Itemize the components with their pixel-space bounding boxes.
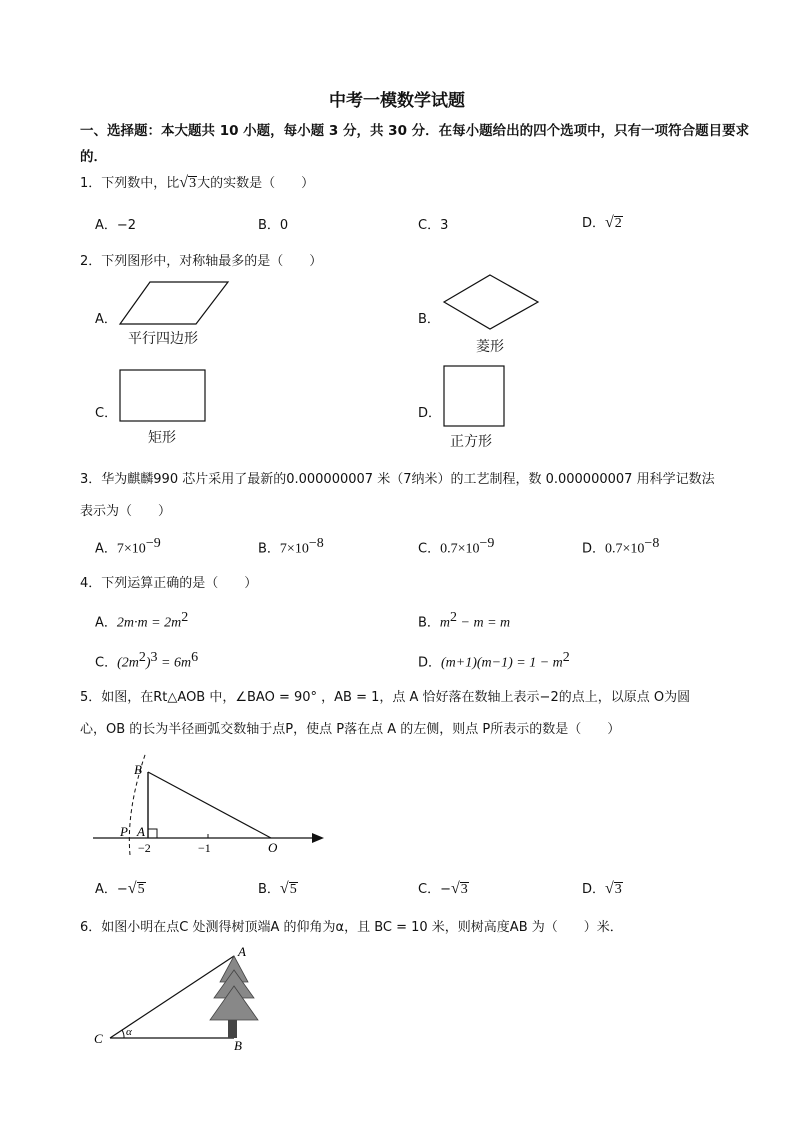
question-1 — [80, 172, 314, 192]
label-b: B — [234, 1038, 242, 1053]
q4-option-b-expr-2: − m = m — [457, 615, 511, 631]
q3-option-b-label: B． — [258, 541, 280, 557]
page-title: 中考一模数学试题 — [329, 91, 465, 111]
question-4: 4．下列运算正确的是（ ） — [80, 576, 258, 591]
q4-option-c-exponent-3: 6 — [191, 650, 199, 665]
number-line-figure — [88, 750, 338, 865]
q2-option-c: C． — [95, 406, 118, 421]
radical-icon: √ — [279, 880, 289, 897]
q3-option-d — [582, 536, 659, 557]
question-6: 6．如图小明在点C 处测得树顶端A 的仰角为α，且 BC = 10 米，则树高度AB 为（ ）米． — [80, 920, 623, 935]
q4-option-c — [95, 650, 198, 671]
q4-option-b — [418, 610, 510, 631]
q4-option-a-exponent: 2 — [181, 610, 189, 625]
q4-option-c-exponent-1: 2 — [138, 650, 146, 665]
q5-option-b — [258, 878, 298, 898]
radical-icon: √ — [605, 880, 614, 897]
square-figure — [442, 364, 506, 428]
q2-option-b: B． — [418, 312, 440, 327]
q4-option-b-label: B． — [418, 615, 440, 631]
angle-arc — [122, 1030, 124, 1038]
q1-option-c: C．3 — [418, 218, 449, 233]
q5-option-a-radicand: 5 — [137, 882, 145, 897]
q2-option-a: A． — [95, 312, 117, 327]
q5-option-a-label: A．− — [95, 882, 128, 897]
q1-option-d-label: D． — [582, 216, 606, 231]
q3-option-d-value: 0.7×10 — [605, 541, 645, 557]
q5-option-b-radicand: 5 — [289, 882, 297, 897]
q3-option-b-exponent: −8 — [308, 536, 324, 551]
q4-option-b-exponent: 2 — [450, 610, 458, 625]
q3-option-c-exponent: −9 — [479, 536, 495, 551]
q2-option-d: D． — [418, 406, 442, 421]
q5-option-a — [95, 878, 146, 898]
q4-option-c-exponent-2: 3 — [150, 650, 158, 665]
q4-option-c-expr-2: ) — [145, 655, 151, 671]
q3-option-a-value: 7×10 — [116, 541, 146, 557]
q3-option-c-label: C． — [418, 541, 441, 557]
label-p: P — [120, 824, 128, 839]
radical-icon: √ — [450, 880, 460, 897]
q5-option-c-radicand: 3 — [460, 882, 468, 897]
rhombus-figure — [442, 273, 540, 333]
q4-option-a-expr: 2m·m = 2m — [116, 615, 182, 631]
q1-text-pre: 1．下列数中，比 — [80, 176, 180, 191]
q3-option-c-value: 0.7×10 — [440, 541, 480, 557]
q4-option-c-label: C． — [95, 655, 118, 671]
q3-option-d-exponent: −8 — [644, 536, 660, 551]
radical-icon: √ — [179, 174, 189, 191]
q4-option-d-exponent: 2 — [562, 650, 570, 665]
question-5-line-2: 心，OB 的长为半径画弧交数轴于点P，使点 P落在点 A 的左侧，则点 P所表示的数是（ ） — [80, 722, 621, 737]
q1-radicand: 3 — [189, 176, 197, 191]
q1-option-a: A．−2 — [95, 218, 137, 233]
tree-icon — [210, 956, 258, 1038]
q5-option-d-radicand: 3 — [614, 882, 622, 897]
q3-option-a-label: A． — [95, 541, 117, 557]
right-angle-mark — [148, 829, 157, 838]
label-c: C — [94, 1031, 103, 1046]
axis-arrow-icon — [312, 833, 324, 843]
q1-text-post: 大的实数是（ ） — [197, 176, 315, 191]
label-a: A — [238, 944, 246, 959]
q5-option-b-label: B． — [258, 882, 280, 897]
label-a: A — [137, 824, 145, 839]
tick-label-minus-2: −2 — [138, 841, 151, 855]
q3-option-a-exponent: −9 — [145, 536, 161, 551]
question-3-line-1: 3．华为麒麟990 芯片采用了最新的0.000000007 米（7纳米）的工艺制程，数 0.000000007 用科学记数法 — [80, 472, 715, 487]
q4-option-a — [95, 610, 188, 631]
q5-option-c-label: C．− — [418, 882, 451, 897]
label-b: B — [134, 762, 142, 777]
question-2: 2．下列图形中，对称轴最多的是（ ） — [80, 254, 323, 269]
q4-option-c-expr-1: (2m — [117, 655, 139, 671]
label-alpha: α — [126, 1026, 132, 1038]
question-5-line-1: 5．如图，在Rt△AOB 中，∠BAO = 90° ，AB = 1，点 A 恰好落在数轴上表示−2的点上，以原点 O为圆 — [80, 690, 691, 705]
radical-icon: √ — [605, 214, 614, 231]
q4-option-a-label: A． — [95, 615, 117, 631]
q2-option-a-label: 平行四边形 — [128, 331, 198, 347]
q4-option-c-expr-3: = 6m — [157, 655, 192, 671]
q3-option-b — [258, 536, 324, 557]
tree-angle-figure — [88, 942, 268, 1057]
q3-option-c — [418, 536, 494, 557]
radical-icon: √ — [127, 880, 137, 897]
segment-bo — [148, 772, 271, 838]
q4-option-d-expr: (m+1)(m−1) = 1 − m — [441, 655, 563, 671]
tick-label-minus-1: −1 — [198, 841, 211, 855]
section-header: 一、选择题：本大题共 10 小题，每小题 3 分，共 30 分．在每小题给出的四个选项中，只有一项符合题目要求的． — [80, 123, 750, 165]
q4-option-b-expr-1: m — [439, 615, 451, 631]
q5-option-c — [418, 878, 469, 898]
q5-option-d — [582, 878, 623, 898]
q2-option-c-label: 矩形 — [148, 430, 176, 446]
question-3-line-2: 表示为（ ） — [80, 504, 172, 519]
q1-option-d-radicand: 2 — [614, 216, 622, 231]
q1-option-b: B．0 — [258, 218, 289, 233]
q3-option-b-value: 7×10 — [279, 541, 309, 557]
q3-option-a — [95, 536, 161, 557]
rectangle-figure — [118, 368, 208, 424]
q2-option-b-label: 菱形 — [476, 339, 504, 355]
q4-option-d — [418, 650, 570, 671]
label-o: O — [268, 840, 278, 855]
q1-option-d — [582, 212, 623, 232]
parallelogram-figure — [118, 280, 230, 330]
q2-option-d-label: 正方形 — [450, 434, 492, 450]
q5-option-d-label: D． — [582, 882, 606, 897]
q4-option-d-label: D． — [418, 655, 442, 671]
q3-option-d-label: D． — [582, 541, 606, 557]
